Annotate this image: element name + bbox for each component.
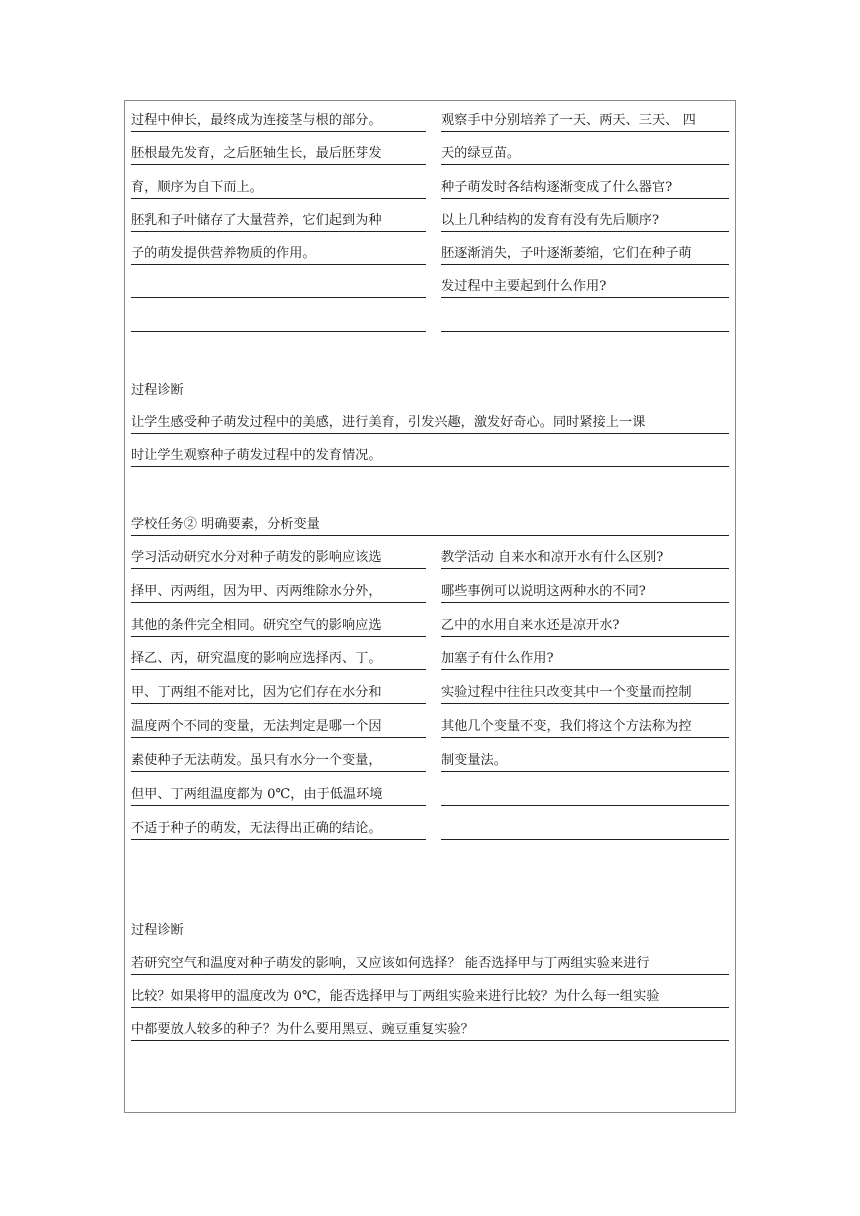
block1-right-line-6: 发过程中主要起到什么作用? xyxy=(441,278,729,298)
block2-right-line-5: 实验过程中往往只改变其中一个变量而控制 xyxy=(441,684,729,704)
diag1-heading: 过程诊断 xyxy=(131,383,184,398)
block2-left-line-7: 素使种子无法萌发。虽只有水分一个变量， xyxy=(131,752,426,772)
block1-left-line-2: 胚根最先发育，之后胚轴生长，最后胚芽发 xyxy=(131,145,426,165)
diag1-line-1: 让学生感受种子萌发过程中的美感，进行美育，引发兴趣，激发好奇心。同时紧接上一课 xyxy=(131,414,729,434)
block2-left-line-1 xyxy=(131,549,426,569)
block2-left-line-9: 不适于种子的萌发，无法得出正确的结论。 xyxy=(131,820,426,840)
block1-left-line-4: 胚乳和子叶储存了大量营养，它们起到为种 xyxy=(131,212,426,232)
block2-left-line-5: 甲、丁两组不能对比，因为它们存在水分和 xyxy=(131,684,426,704)
diag2-line-2: 比较？如果将甲的温度改为 0℃，能否选择甲与丁两组实验来进行比较？为什么每一组实验 xyxy=(131,988,729,1008)
task2-line xyxy=(131,516,729,536)
block2-right-line-6: 其他几个变量不变，我们将这个方法称为控 xyxy=(441,718,729,738)
block2-left-line-4: 择乙、丙，研究温度的影响应选择丙、丁。 xyxy=(131,650,426,670)
block2-right-line-8 xyxy=(441,786,729,806)
block1-left-line-6 xyxy=(131,278,426,298)
block1-right-line-7 xyxy=(441,312,729,332)
diag1-line-2: 时让学生观察种子萌发过程中的发育情况。 xyxy=(131,447,729,467)
block2-right-line-2: 哪些事例可以说明这两种水的不同? xyxy=(441,583,729,603)
block2-right-line-3: 乙中的水用自来水还是凉开水? xyxy=(441,617,729,637)
teaching-activity-label: 教学活动 xyxy=(441,550,494,565)
block2-left-text-1: 研究水分对种子萌发的影响应该选 xyxy=(183,550,382,565)
block2-left-line-6: 温度两个不同的变量，无法判定是哪一个因 xyxy=(131,718,426,738)
block2-left-line-3: 其他的条件完全相同。研究空气的影响应选 xyxy=(131,617,426,637)
block1-right-line-2: 天的绿豆苗。 xyxy=(441,145,729,165)
block2-left-line-2: 择甲、丙两组，因为甲、丙两维除水分外， xyxy=(131,583,426,603)
block1-right-line-1: 观察手中分别培养了一天、两天、三天、 四 xyxy=(441,112,729,132)
block2-right-line-9 xyxy=(441,820,729,840)
block1-right-line-5: 胚逐渐消失，子叶逐渐萎缩，它们在种子萌 xyxy=(441,245,729,265)
block1-right-line-4: 以上几种结构的发育有没有先后顺序? xyxy=(441,212,729,232)
block1-left-line-7 xyxy=(131,312,426,332)
block2-right-line-4: 加塞子有什么作用? xyxy=(441,650,729,670)
block2-right-line-7: 制变量法。 xyxy=(441,752,729,772)
task2-text: 明确要素，分析变量 xyxy=(196,517,320,532)
block2-right-line-1 xyxy=(441,549,729,569)
diag2-line-3: 中都要放人较多的种子？为什么要用黑豆、豌豆重复实验？ xyxy=(131,1021,729,1041)
block1-right-line-3: 种子萌发时各结构逐渐变成了什么器官? xyxy=(441,179,729,199)
diag2-heading: 过程诊断 xyxy=(131,923,184,938)
task2-label: 学校任务② xyxy=(131,517,197,532)
block2-right-text-1: 自来水和凉开水有什么区别? xyxy=(493,550,664,565)
learning-activity-label: 学习活动 xyxy=(131,550,184,565)
block1-left-line-1: 过程中伸长，最终成为连接茎与根的部分。 xyxy=(131,112,426,132)
diag2-line-1: 若研究空气和温度对种子萌发的影响，又应该如何选择？ 能否选择甲与丁两组实验来进行 xyxy=(131,955,729,975)
block1-left-line-3: 育，顺序为自下而上。 xyxy=(131,179,426,199)
block2-left-line-8: 但甲、丁两组温度都为 0℃，由于低温环境 xyxy=(131,786,426,806)
block1-left-line-5: 子的萌发提供营养物质的作用。 xyxy=(131,245,426,265)
